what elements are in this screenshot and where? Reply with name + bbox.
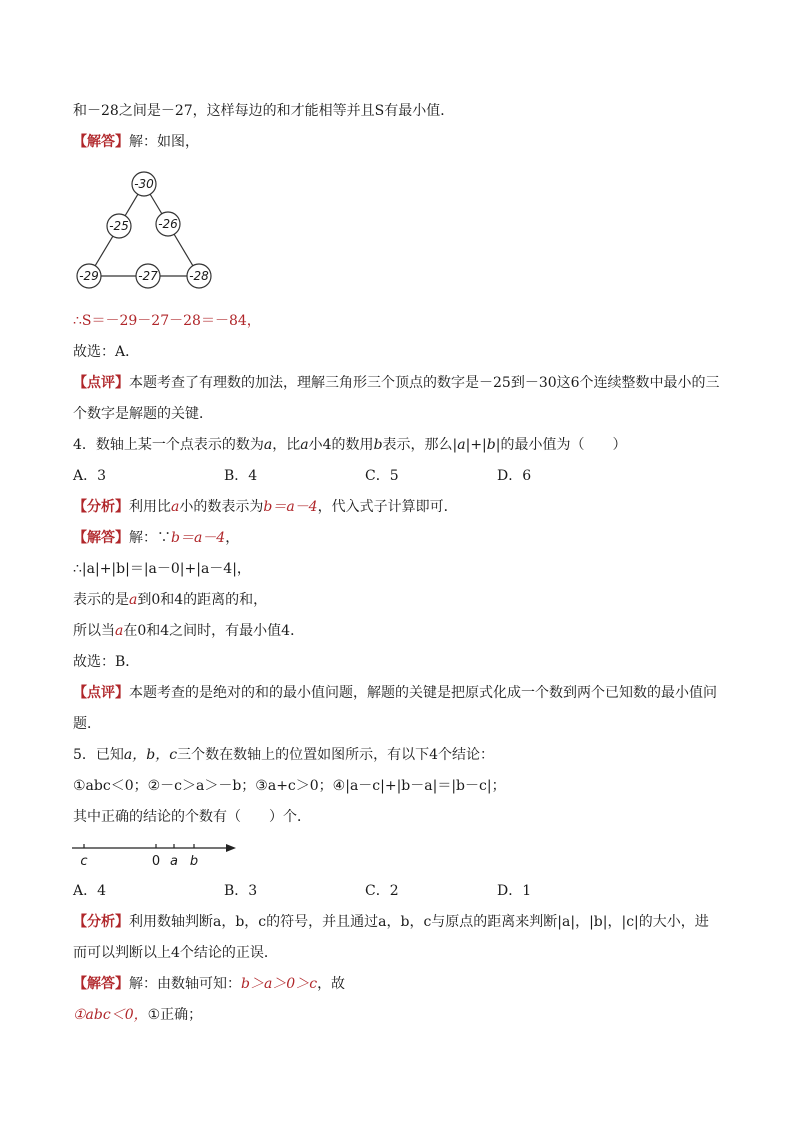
answer-tag: 【解答】 <box>73 976 129 992</box>
comment-tag: 【点评】 <box>73 375 129 391</box>
answer-tag: 【解答】 <box>73 530 129 546</box>
triangle-diagram <box>70 166 220 291</box>
conclusion-check-line: ①abc＜0，①正确； <box>73 1007 203 1023</box>
question-4-stem: 4．数轴上某一个点表示的数为a，比a小4的数用b表示，那么|a|+|b|的最小值为（ ） <box>73 437 627 453</box>
derivation-line: ∴|a|+|b|＝|a－0|+|a－4|， <box>73 561 251 577</box>
derivation-line: 所以当a在0和4之间时，有最小值4． <box>73 623 305 639</box>
option-d: D．6 <box>497 468 532 484</box>
comment-line-2: 个数字是解题的关键． <box>73 406 213 422</box>
question-line: 其中正确的结论的个数有（ ）个． <box>73 809 311 825</box>
option-c: C．2 <box>365 883 399 899</box>
comment-line-2: 题． <box>73 716 101 732</box>
question-5-stem: 5．已知a，b，c三个数在数轴上的位置如图所示，有以下4个结论： <box>73 747 494 763</box>
conclusions-line: ①abc＜0；②－c＞a＞－b；③a+c＞0；④|a－c|+|b－a|＝|b－c|； <box>73 778 506 794</box>
answer-tag: 【解答】 <box>73 134 129 150</box>
node-label: -27 <box>138 269 158 283</box>
comment-tag: 【点评】 <box>73 685 129 701</box>
number-line-diagram <box>70 838 240 870</box>
tick-label-b: b <box>189 854 199 869</box>
node-label: -30 <box>134 177 154 191</box>
option-b: B．3 <box>224 883 258 899</box>
option-d: D．1 <box>497 883 532 899</box>
tick-label-0: 0 <box>151 854 161 869</box>
node-label: -28 <box>189 269 209 283</box>
option-b: B．4 <box>224 468 258 484</box>
analysis-tag: 【分析】 <box>73 914 129 930</box>
option-a: A．4 <box>73 883 107 899</box>
answer-line: 【解答】解：如图， <box>73 134 199 150</box>
analysis-tag: 【分析】 <box>73 499 129 515</box>
node-label: -26 <box>158 217 178 231</box>
comment-line: 【点评】本题考查了有理数的加法，理解三角形三个顶点的数字是－25到－30这6个连续整数中最小的三 <box>73 375 720 391</box>
analysis-line: 【分析】利用比a小的数表示为b＝a－4，代入式子计算即可． <box>73 499 458 515</box>
node-label: -29 <box>79 269 99 283</box>
answer-line: 【解答】解：∵b＝a－4， <box>73 530 240 546</box>
analysis-line-2: 而可以判断以上4个结论的正误． <box>73 945 278 961</box>
tick-label-a: a <box>170 854 178 869</box>
choice-line: 故选：B． <box>73 654 140 670</box>
node-label: -25 <box>109 219 129 233</box>
analysis-line: 【分析】利用数轴判断a，b，c的符号，并且通过a，b，c与原点的距离来判断|a|，|b|，|c|的大小，进 <box>73 914 709 930</box>
intro-paragraph: 和－28之间是－27，这样每边的和才能相等并且S有最小值． <box>73 103 455 119</box>
comment-line: 【点评】本题考查的是绝对的和的最小值问题，解题的关键是把原式化成一个数到两个已知数的最小值问 <box>73 685 717 701</box>
tick-label-c: c <box>80 854 88 869</box>
derivation-line: 表示的是a到0和4的距离的和， <box>73 592 268 608</box>
option-a: A．3 <box>73 468 107 484</box>
answer-line: 【解答】解：由数轴可知：b＞a＞0＞c，故 <box>73 976 346 992</box>
option-c: C．5 <box>365 468 399 484</box>
calc-line: ∴S＝－29－27－28＝－84， <box>73 313 261 329</box>
choice-line: 故选：A． <box>73 344 140 360</box>
